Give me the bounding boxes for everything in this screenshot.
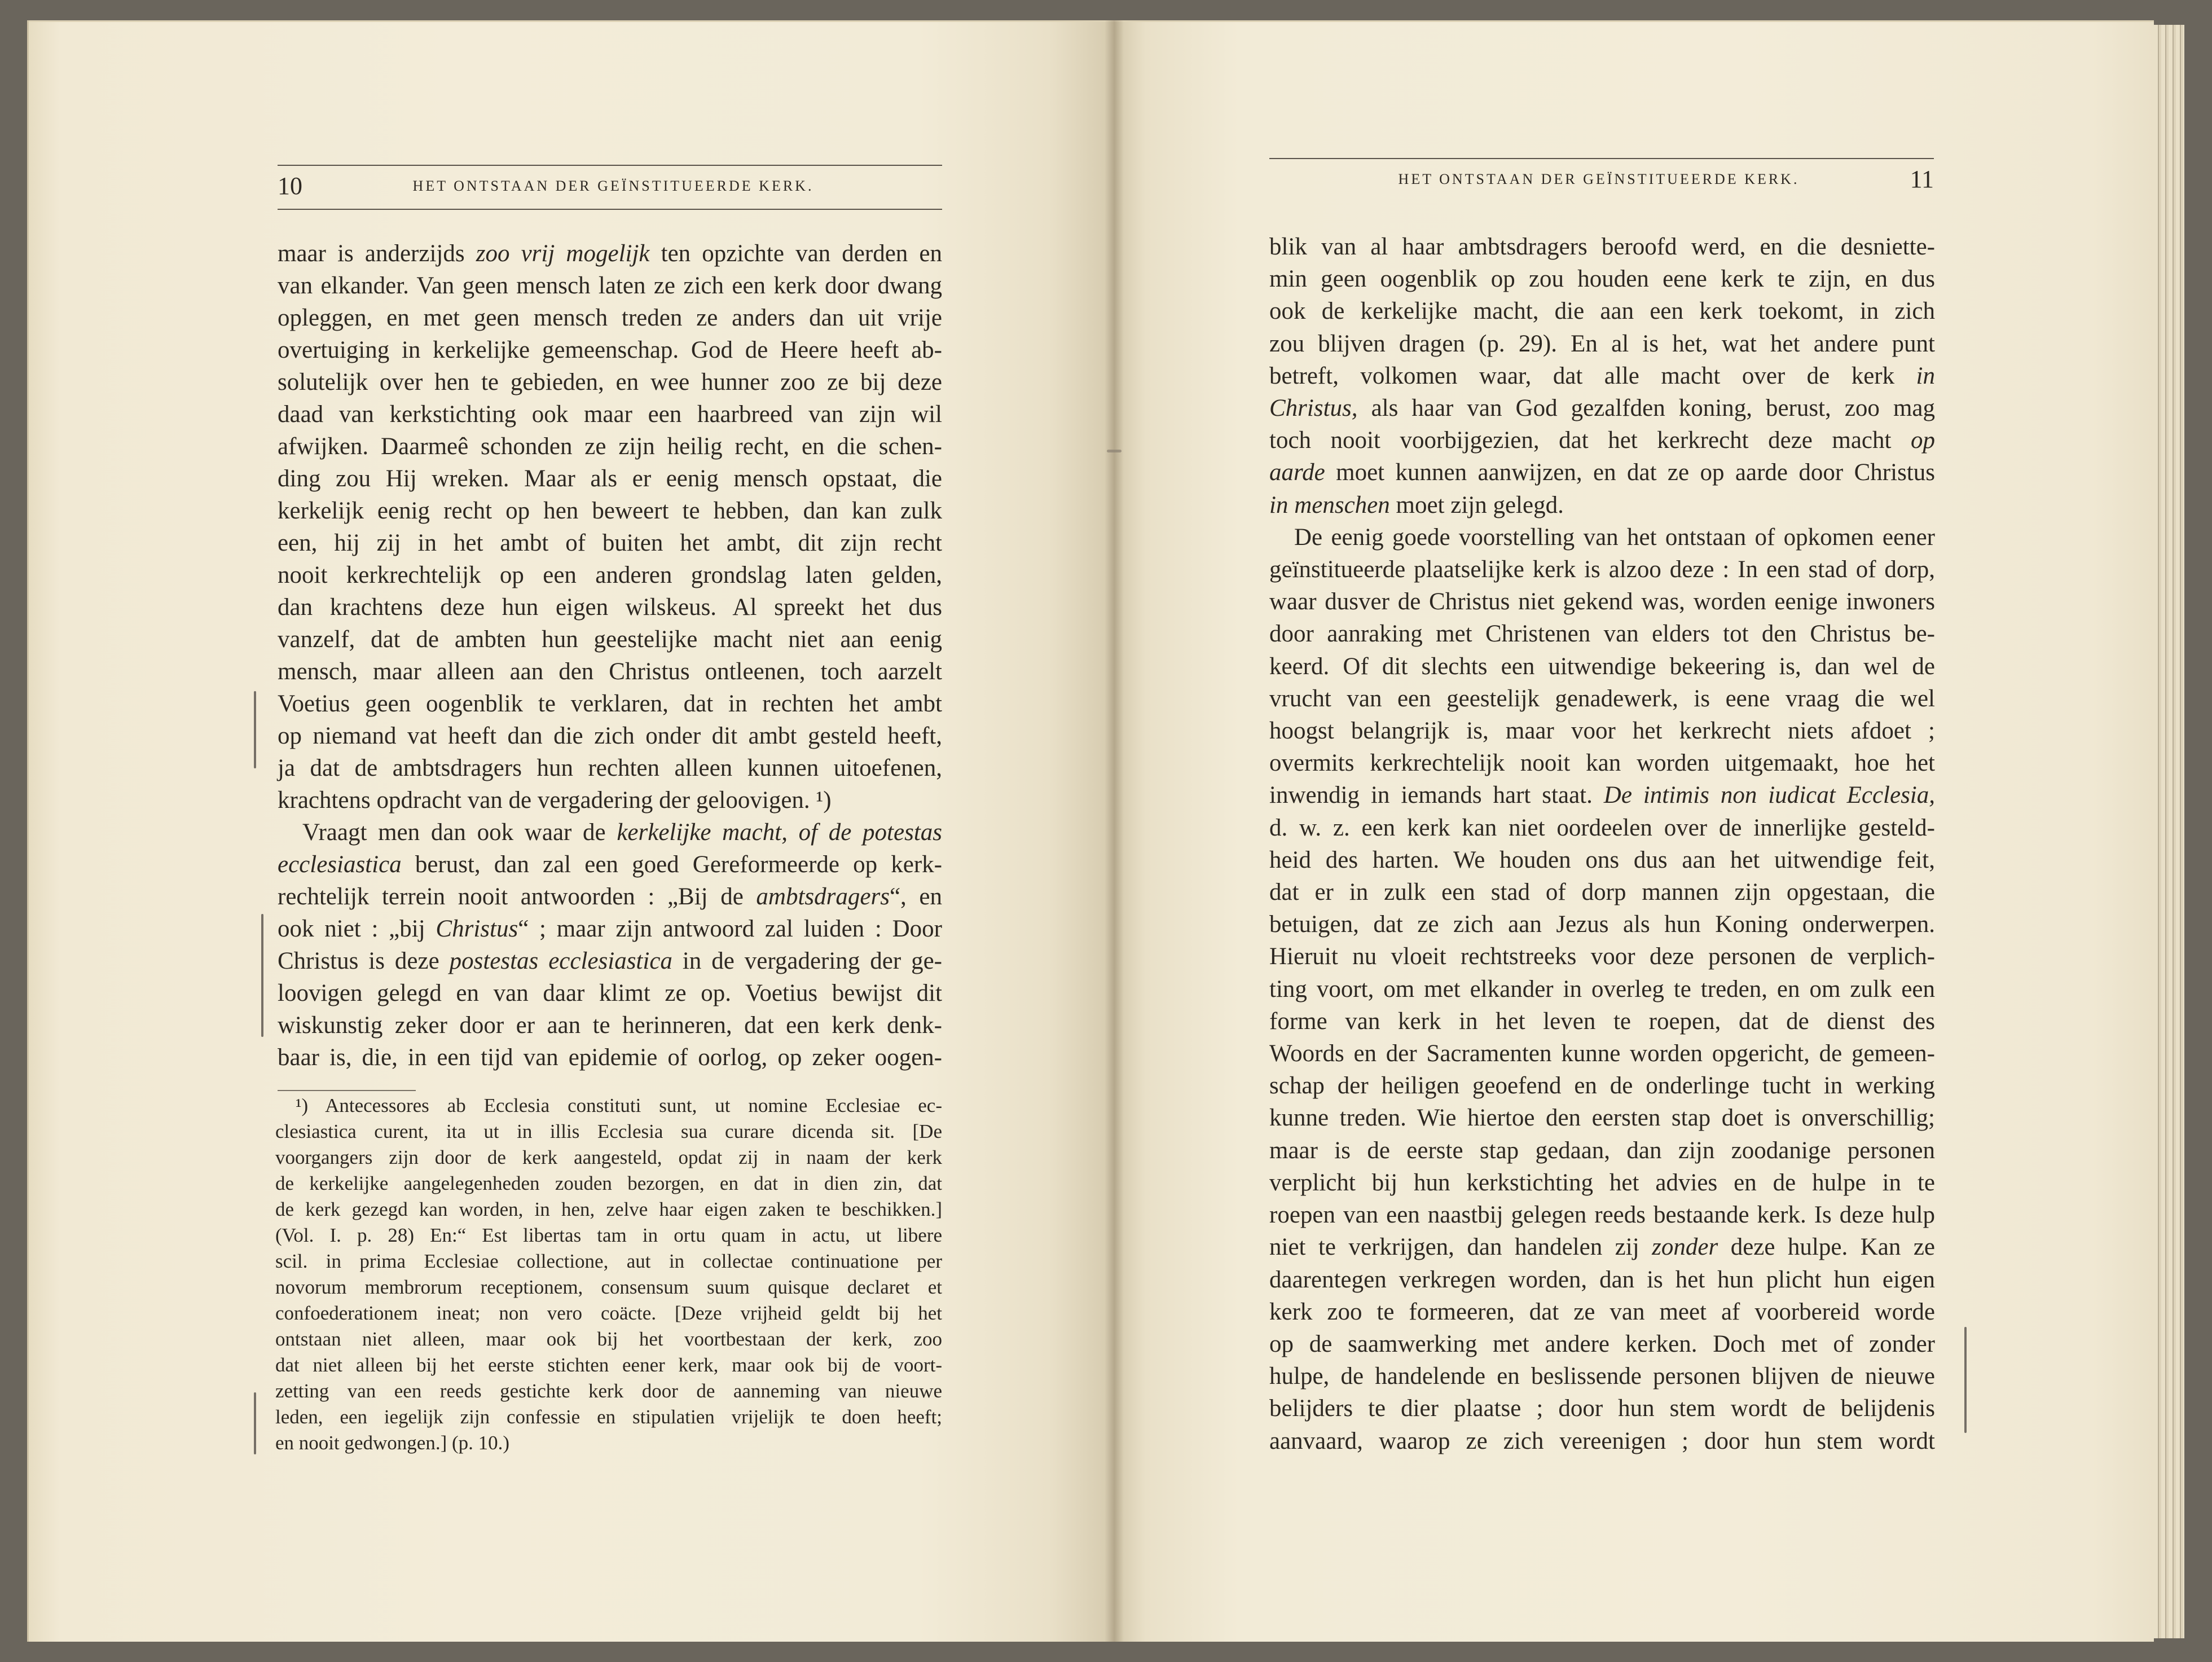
page-number: 11 — [1910, 165, 1934, 193]
text-run: opleggen, en met geen mensch treden ze anders dan uit vrije — [278, 305, 942, 331]
footnote-line — [275, 1378, 942, 1404]
text-run: krachtens opdracht van de vergadering der geloovigen. ¹) — [278, 787, 832, 814]
margin-mark — [1964, 1327, 1967, 1433]
italic-text: zonder — [1652, 1234, 1718, 1261]
paragraph — [1269, 521, 1935, 1457]
italic-text: op — [1911, 427, 1935, 454]
text-run: blik van al haar ambtsdragers beroofd werd, en die desniette- — [1269, 234, 1935, 260]
text-run: De eenig goede voorstelling van het ontstaan of opkomen eener — [1294, 524, 1935, 551]
text-run: verplicht bij hun kerkstichting het advies en de hulpe in te — [1269, 1169, 1935, 1196]
body-line — [1269, 1392, 1935, 1424]
footnote-line — [275, 1119, 942, 1145]
header-rule-top — [278, 165, 942, 166]
text-run: de kerk gezegd kan worden, in hen, zelve haar eigen zaken te beschikken.] — [275, 1198, 942, 1220]
running-head: HET ONTSTAAN DER GEÏNSTITUEERDE KERK. — [1398, 171, 1800, 187]
body-line — [278, 270, 942, 302]
footnote-line — [275, 1430, 942, 1456]
body-line — [1269, 844, 1935, 876]
text-run: toch nooit voorbijgezien, dat het kerkrecht deze macht — [1269, 427, 1911, 454]
text-run: aanvaard, waarop ze zich vereenigen ; door hun stem wordt — [1269, 1427, 1935, 1454]
body-line — [1269, 973, 1935, 1005]
text-run: op niemand vat heeft dan die zich onder dit ambt gesteld heeft, — [278, 723, 942, 749]
body-line — [278, 559, 942, 591]
italic-text: in — [1916, 362, 1935, 389]
text-run: door aanraking met Christenen van elders tot den Christus be- — [1269, 621, 1935, 648]
body-line — [1269, 715, 1935, 747]
text-run: vanzelf, dat de ambten hun geestelijke macht niet aan eenig — [278, 626, 942, 653]
left-page — [27, 20, 1114, 1642]
text-run: Voetius geen oogenblik te verklaren, dat in rechten het ambt — [278, 691, 942, 717]
text-run: inwendig in iemands hart staat. — [1269, 782, 1604, 809]
text-run: hoogst belangrijk is, maar voor het kerkrecht niets afdoet ; — [1269, 718, 1935, 745]
margin-mark — [254, 1392, 256, 1454]
italic-text: Christus, — [1269, 395, 1358, 422]
text-run: maar is de eerste stap gedaan, dan zijn zoodanige personen — [1269, 1137, 1935, 1164]
text-run: heid des harten. We houden ons dus aan het uitwendige feit, — [1269, 846, 1935, 873]
running-header — [278, 170, 942, 202]
body-line — [1269, 456, 1935, 489]
italic-text: ecclesiastica — [278, 851, 402, 878]
body-line — [1269, 328, 1935, 360]
text-run: loovigen gelegd en van daar klimt ze op. Voetius bewijst dit — [278, 980, 942, 1006]
italic-text: zoo vrij mogelijk — [476, 240, 650, 267]
text-run: ten opzichte van derden en — [649, 240, 942, 267]
page-edges — [2154, 25, 2184, 1638]
body-line — [1269, 586, 1935, 618]
text-run: Christus is deze — [278, 948, 450, 974]
body-line — [278, 752, 942, 784]
text-run: van elkander. Van geen mensch laten ze zich een kerk door dwang — [278, 272, 942, 299]
text-run: overtuiging in kerkelijke gemeenschap. God de Heere heeft ab- — [278, 337, 942, 363]
body-line — [278, 302, 942, 334]
body-line — [278, 527, 942, 559]
margin-mark — [261, 914, 263, 1037]
footnote-line — [275, 1197, 942, 1223]
italic-text: ambtsdragers — [756, 883, 890, 910]
body-line — [1269, 521, 1935, 553]
text-run: ook niet : „bij — [278, 916, 436, 942]
footnote-line — [275, 1300, 942, 1326]
footnote — [275, 1093, 942, 1456]
footnote-line — [275, 1171, 942, 1197]
body-line — [1269, 1070, 1935, 1102]
text-run: wiskunstig zeker door er aan te herinneren, dat een kerk denk- — [278, 1012, 942, 1039]
text-run: ook de kerkelijke macht, die aan een kerk toekomt, in zich — [1269, 298, 1935, 325]
right-page — [1114, 20, 2154, 1642]
text-run: solutelijk over hen te gebieden, en wee hunner zoo ze bij deze — [278, 369, 942, 395]
text-run: Woords en der Sacramenten kunne worden opgericht, de gemeen- — [1269, 1040, 1935, 1067]
body-line — [1269, 940, 1935, 973]
body-line — [278, 977, 942, 1009]
body-line — [1269, 779, 1935, 811]
paragraph — [278, 816, 942, 1074]
text-run: en nooit gedwongen.] (p. 10.) — [275, 1432, 510, 1454]
body-line — [1269, 1102, 1935, 1134]
gutter-shadow — [1105, 20, 1124, 1642]
footnote-line — [275, 1326, 942, 1352]
text-run: moet zijn gelegd. — [1389, 491, 1564, 518]
italic-text: postestas ecclesiastica — [449, 948, 672, 974]
text-run: ¹) Antecessores ab Ecclesia constituti sunt, ut nomine Ecclesiae ec- — [296, 1094, 942, 1116]
body-line — [278, 334, 942, 366]
text-run: mensch, maar alleen aan den Christus ontleenen, toch aarzelt — [278, 658, 942, 685]
body-line — [278, 398, 942, 430]
footnote-line — [275, 1223, 942, 1248]
text-run: ding zou Hij wreken. Maar als er eenig mensch opstaat, die — [278, 465, 942, 492]
body-line — [1269, 1037, 1935, 1070]
text-run: ting voort, om met elkander in overleg te treden, en om zulk een — [1269, 975, 1935, 1003]
text-run: ja dat de ambtsdragers hun rechten alleen kunnen uitoefenen, — [278, 755, 942, 781]
running-header — [1269, 164, 1934, 195]
text-run: rechtelijk terrein nooit antwoorden : „Bij de — [278, 883, 757, 910]
body-text — [1269, 231, 1935, 1457]
body-line — [278, 430, 942, 463]
page-number: 10 — [278, 172, 302, 200]
text-run: clesiastica curent, ita ut in illis Ecclesia sua curare dicenda sit. [De — [275, 1120, 942, 1142]
gutter-mark — [1107, 450, 1122, 452]
body-line — [1269, 1005, 1935, 1037]
running-head: HET ONTSTAAN DER GEÏNSTITUEERDE KERK. — [412, 178, 814, 194]
text-run: Vraagt men dan ook waar de — [302, 819, 617, 846]
text-run: moet kunnen aanwijzen, en dat ze op aarde door Christus — [1325, 459, 1935, 486]
text-run: min geen oogenblik op zou houden eene kerk te zijn, en dus — [1269, 266, 1935, 293]
text-run: ontstaan niet alleen, maar ook bij het voortbestaan der kerk, zoo — [275, 1328, 942, 1350]
text-run: “ ; maar zijn antwoord zal luiden : Door — [518, 916, 942, 942]
text-run: in de vergadering der ge- — [672, 948, 942, 974]
text-run: betuigen, dat ze zich aan Jezus als hun Koning onderwerpen. — [1269, 911, 1935, 938]
text-run: leden, een iegelijk zijn confessie en stipulatien vrijelijk te doen heeft; — [275, 1406, 942, 1428]
text-run: vrucht van een geestelijk genadewerk, is eene vraag die wel — [1269, 685, 1935, 712]
text-run: de kerkelijke aangelegenheden zouden bezorgen, en dat in dien zin, dat — [275, 1172, 942, 1194]
footnote-line — [275, 1352, 942, 1378]
italic-text: in menschen — [1269, 491, 1390, 518]
text-run: berust, dan zal een goed Gereformeerde op kerk- — [401, 851, 942, 878]
body-line — [1269, 876, 1935, 908]
body-line — [278, 366, 942, 398]
body-line — [1269, 683, 1935, 715]
text-run: kerk zoo te formeeren, dat ze van meet af voorbereid worde — [1269, 1298, 1935, 1325]
text-run: geïnstitueerde plaatselijke kerk is alzoo deze : In een stad of dorp, — [1269, 556, 1935, 583]
body-line — [1269, 1264, 1935, 1296]
text-run: afwijken. Daarmeê schonden ze zijn heilig recht, en die schen- — [278, 433, 942, 460]
text-run: overmits kerkrechtelijk nooit kan worden uitgemaakt, hoe het — [1269, 750, 1935, 777]
header-rule-top — [1269, 158, 1934, 159]
text-run: forme van kerk in het leven te roepen, dat de dienst des — [1269, 1008, 1935, 1035]
text-run: Hieruit nu vloeit rechtstreeks voor deze personen de verplich- — [1269, 943, 1935, 970]
text-run: confoederationem ineat; non vero coäcte. [Deze vrijheid geldt bij het — [275, 1302, 942, 1324]
text-run: novorum membrorum receptionem, consensum suum quisque declaret et — [275, 1276, 942, 1298]
body-line — [278, 238, 942, 270]
paragraph — [278, 238, 942, 816]
text-run: roepen van een naastbij gelegen reeds bestaande kerk. Is deze hulp — [1269, 1202, 1935, 1229]
text-run: (Vol. I. p. 28) En:“ Est libertas tam in ortu quam in actu, ut libere — [275, 1224, 942, 1246]
body-line — [278, 623, 942, 656]
text-run: schap der heiligen geoefend en de onderlinge tucht in werking — [1269, 1072, 1935, 1100]
body-line — [1269, 424, 1935, 456]
body-line — [278, 913, 942, 945]
body-line — [1269, 1425, 1935, 1457]
text-run: deze hulpe. Kan ze — [1718, 1234, 1935, 1261]
body-line — [278, 816, 942, 848]
text-run: baar is, die, in een tijd van epidemie of oorlog, op zeker oogen- — [278, 1044, 942, 1071]
body-line — [278, 495, 942, 527]
body-line — [1269, 263, 1935, 295]
italic-text: De intimis non iudicat Ecclesia, — [1603, 782, 1935, 809]
italic-text: kerkelijke macht, of de potestas — [617, 819, 943, 846]
text-run: voorgangers zijn door de kerk aangesteld, opdat zij in naam der kerk — [275, 1146, 942, 1168]
footnote-line — [275, 1248, 942, 1274]
italic-text: aarde — [1269, 459, 1325, 486]
body-line — [1269, 618, 1935, 650]
body-line — [278, 656, 942, 688]
text-run: waar dusver de Christus niet gekend was, worden eenige inwoners — [1269, 588, 1935, 615]
italic-text: Christus — [436, 916, 518, 942]
header-rule-bottom — [278, 209, 942, 210]
body-line — [1269, 392, 1935, 424]
body-line — [278, 881, 942, 913]
text-run: d. w. z. een kerk kan niet oordeelen over de innerlijke gesteld- — [1269, 814, 1935, 841]
body-line — [278, 688, 942, 720]
text-run: “, en — [889, 883, 942, 910]
body-line — [278, 1041, 942, 1074]
body-line — [278, 720, 942, 752]
body-line — [1269, 1328, 1935, 1360]
body-line — [278, 463, 942, 495]
body-line — [1269, 1199, 1935, 1231]
body-line — [1269, 747, 1935, 779]
body-line — [278, 784, 942, 816]
body-line — [1269, 650, 1935, 683]
text-run: op de saamwerking met andere kerken. Doch met of zonder — [1269, 1330, 1935, 1357]
text-run: dan krachtens deze hun eigen wilskeus. Al spreekt het dus — [278, 594, 942, 621]
text-run: scil. in prima Ecclesiae collectione, aut in collectae continuatione per — [275, 1250, 942, 1272]
footnote-line — [275, 1093, 942, 1119]
margin-mark — [254, 691, 256, 768]
body-line — [278, 591, 942, 623]
body-line — [1269, 908, 1935, 940]
body-line — [1269, 360, 1935, 392]
body-line — [1269, 553, 1935, 586]
body-line — [278, 1009, 942, 1041]
text-run: als haar van God gezalfden koning, berust, zoo mag — [1357, 395, 1935, 422]
text-run: zetting van een reeds gestichte kerk door de aanneming van nieuwe — [275, 1380, 942, 1402]
text-run: daarentegen verkregen worden, dan is het hun plicht hun eigen — [1269, 1266, 1935, 1293]
text-run: keerd. Of dit slechts een uitwendige bekeering is, dan wel de — [1269, 653, 1935, 680]
body-line — [1269, 489, 1935, 521]
body-line — [1269, 1296, 1935, 1328]
body-line — [278, 945, 942, 977]
text-run: belijders te dier plaatse ; door hun stem wordt de belijdenis — [1269, 1395, 1935, 1422]
text-run: nooit kerkrechtelijk op een anderen grondslag laten gelden, — [278, 562, 942, 588]
text-run: een, hij zij in het ambt of buiten het ambt, dit zijn recht — [278, 530, 942, 556]
body-line — [278, 848, 942, 881]
footnote-line — [275, 1145, 942, 1171]
body-line — [1269, 1360, 1935, 1392]
text-run: maar is anderzijds — [278, 240, 476, 267]
footnote-rule — [278, 1090, 416, 1091]
text-run: dat niet alleen bij het eerste stichten eener kerk, maar ook bij de voort- — [275, 1354, 942, 1376]
text-run: hulpe, de handelende en beslissende personen blijven de nieuwe — [1269, 1363, 1935, 1390]
body-text — [278, 238, 942, 1074]
footnote-line — [275, 1404, 942, 1430]
body-line — [1269, 812, 1935, 844]
text-run: zou blijven dragen (p. 29). En al is het, wat het andere punt — [1269, 330, 1935, 357]
text-run: betreft, volkomen waar, dat alle macht over de kerk — [1269, 362, 1916, 389]
body-line — [1269, 231, 1935, 263]
body-line — [1269, 295, 1935, 327]
body-line — [1269, 1135, 1935, 1167]
text-run: dat er in zulk een stad of dorp mannen zijn opgestaan, die — [1269, 879, 1935, 906]
footnote-line — [275, 1274, 942, 1300]
text-run: kunne treden. Wie hiertoe den eersten stap doet is onverschillig; — [1269, 1105, 1935, 1132]
body-line — [1269, 1167, 1935, 1199]
text-run: niet te verkrijgen, dan handelen zij — [1269, 1234, 1652, 1261]
text-run: daad van kerkstichting ook maar een haarbreed van zijn wil — [278, 401, 942, 428]
paragraph — [1269, 231, 1935, 521]
text-run: kerkelijk eenig recht op hen beweert te hebben, dan kan zulk — [278, 498, 942, 524]
body-line — [1269, 1231, 1935, 1263]
